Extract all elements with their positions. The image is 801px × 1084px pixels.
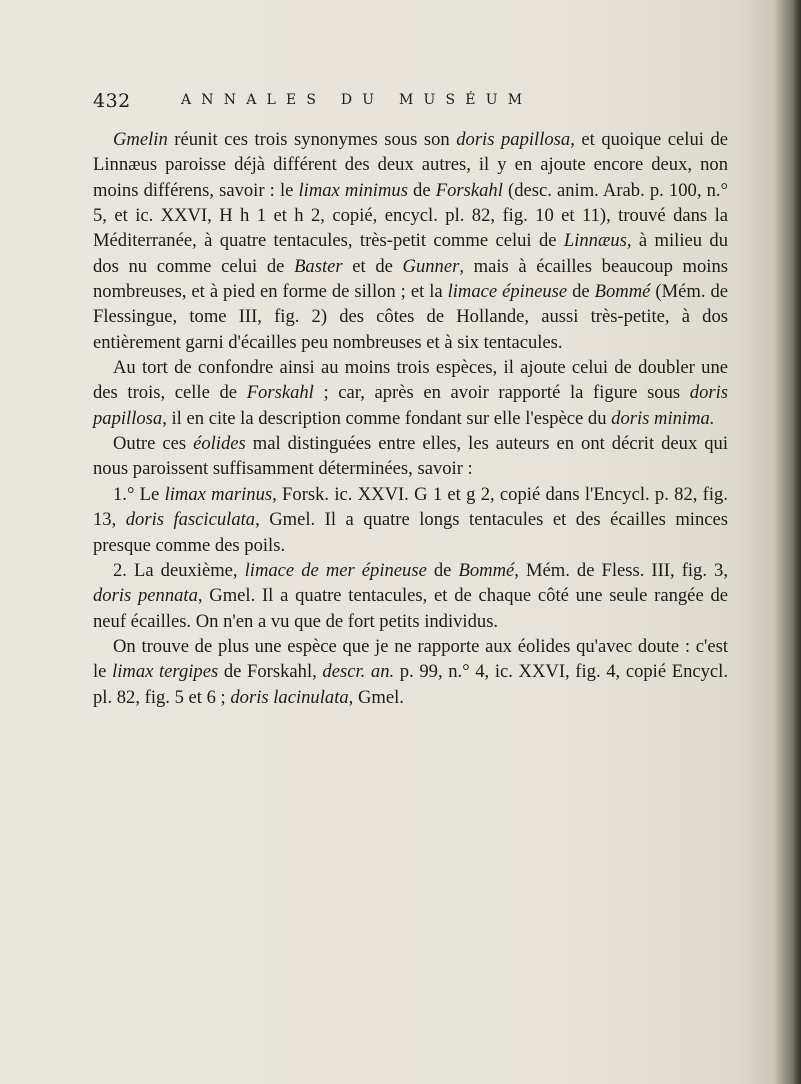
text-run: Outre ces: [113, 433, 194, 455]
italic-run: descr. an.: [322, 661, 395, 683]
text-run: réunit ces trois synonymes sous son: [167, 129, 457, 150]
running-title: ANNALES DU MUSÉUM: [181, 92, 533, 108]
italic-run: doris fasciculata: [125, 509, 256, 531]
text-run: (desc. anim. Arab. p. 100, n.° 5, et ic. XXVI, H h 1 et h 2, copié, encycl. pl. 82, fig. 10 et 11), trouvé dans la Méditerranée, à quatre tentacules, très-petit comme celui de: [93, 179, 728, 252]
text-run: 2. La deuxième,: [113, 559, 245, 581]
italic-run: doris papillosa: [93, 382, 729, 429]
paragraph: [93, 634, 728, 710]
italic-run: limax tergipes: [112, 661, 219, 683]
italic-run: éolides: [193, 433, 246, 455]
text-run: ; car, après en avoir rapporté la figure sous: [313, 382, 690, 404]
text-run: , mais à écailles beaucoup moins nombreuses, et à pied en forme de sillon ; et la: [93, 255, 729, 303]
text-run: de: [426, 559, 459, 581]
italic-run: limax marinus: [164, 483, 273, 505]
text-run: 1.° Le: [113, 483, 165, 505]
italic-run: Gunner: [402, 255, 460, 277]
text-run: de Forskahl,: [218, 661, 323, 683]
text-run: , Gmel.: [348, 686, 404, 708]
italic-run: limace de mer épineuse: [244, 559, 427, 581]
text-run: , Gmel. Il a quatre tentacules, et de chaque côté une seule rangée de neuf écailles. On n'en a vu que de fort petits individus.: [93, 585, 728, 632]
italic-run: Linnæus: [563, 230, 627, 252]
text-run: , Forsk. ic. XXVI. G 1 et g 2, copié dans l'Encycl. p. 82, fig. 13,: [93, 483, 728, 531]
paragraph: [93, 482, 728, 558]
italic-run: doris minima.: [611, 407, 715, 429]
text-run: mal distinguées entre elles, les auteurs en ont décrit deux qui nous paroissent suffisamment déterminées, savoir :: [93, 433, 729, 480]
italic-run: Bommé: [458, 559, 515, 581]
paragraph: [93, 355, 728, 431]
text-run: de: [567, 281, 595, 303]
paragraph: [93, 558, 728, 634]
italic-run: limace épineuse: [447, 281, 568, 303]
italic-run: doris lacinulata: [230, 686, 349, 708]
italic-run: Bommé: [594, 281, 651, 303]
page-header: [93, 90, 733, 116]
text-run: Au tort de confondre ainsi au moins trois espèces, il ajoute celui de doubler une des trois, celle de: [93, 357, 728, 404]
italic-run: Gmelin: [113, 129, 168, 150]
italic-run: Baster: [294, 255, 343, 277]
text-run: p. 99, n.° 4, ic. XXVI, fig. 4, copié Encycl. pl. 82, fig. 5 et 6 ;: [93, 661, 728, 708]
text-run: , il en cite la description comme fondant sur elle l'espèce du: [162, 407, 612, 429]
text-run: On trouve de plus une espèce que je ne rapporte aux éolides qu'avec doute : c'est le: [93, 635, 728, 683]
text-run: (Mém. de Flessingue, tome III, fig. 2) des côtes de Hollande, aussi très-petite, à dos entièrement garni d'écailles peu nombreuses et à six tentacules.: [93, 281, 728, 353]
italic-run: doris papillosa: [456, 129, 571, 150]
italic-run: limax minimus: [298, 179, 408, 201]
text-run: de: [407, 179, 436, 201]
text-run: , Mém. de Fless. III, fig. 3,: [514, 559, 728, 581]
italic-run: doris pennata: [93, 585, 198, 607]
text-run: , à milieu du dos nu comme celui de: [93, 230, 729, 277]
italic-run: Forskahl: [246, 382, 314, 404]
page-number: 432: [93, 90, 131, 112]
page-gutter-shadow: [773, 0, 801, 1084]
text-run: , et quoique celui de Linnæus paroisse déjà différent des deux autres, il y en ajoute encore deux, non moins différens, savoir : le: [93, 129, 728, 201]
body-text: [93, 127, 728, 710]
paragraph: [93, 431, 728, 482]
text-run: et de: [342, 255, 403, 277]
italic-run: Forskahl: [435, 179, 503, 201]
paragraph: [93, 127, 728, 355]
text-run: , Gmel. Il a quatre longs tentacules et des écailles minces presque comme des poils.: [93, 509, 728, 556]
